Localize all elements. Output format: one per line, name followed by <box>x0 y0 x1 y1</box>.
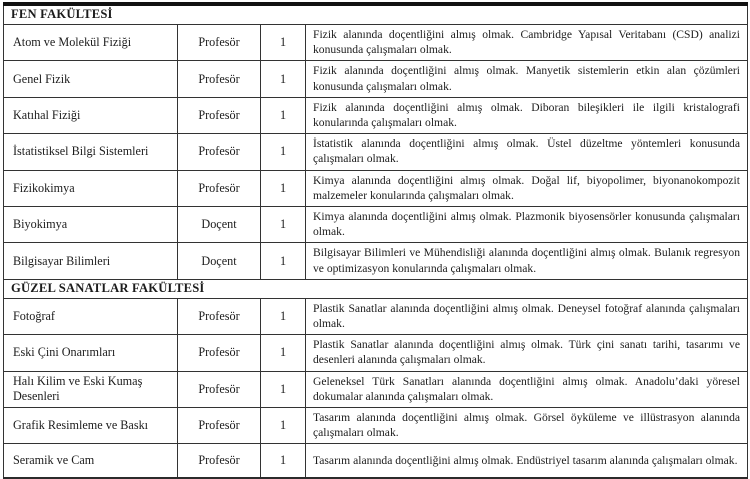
table-row <box>4 408 748 444</box>
position-requirement: Bilgisayar Bilimleri ve Mühendisliği alanında doçentliğini almış olmak. Bulanık regresyon ve optimizasyon konularında çalışmaları olmak. <box>306 243 748 279</box>
academic-title: Profesör <box>178 134 261 170</box>
position-name: Bilgisayar Bilimleri <box>4 243 178 279</box>
position-count: 1 <box>261 25 306 61</box>
academic-title: Profesör <box>178 61 261 97</box>
position-requirement: İstatistik alanında doçentliğini almış olmak. Üstel düzeltme yöntemleri konusunda çalışmaları olmak. <box>306 134 748 170</box>
position-name: Seramik ve Cam <box>4 444 178 478</box>
position-requirement: Fizik alanında doçentliğini almış olmak. Cambridge Yapısal Veritabanı (CSD) analizi konusunda çalışmaları olmak. <box>306 25 748 61</box>
position-requirement: Geleneksel Türk Sanatları alanında doçentliğini almış olmak. Anadolu’daki yöresel dokumalar alanında çalışmaları olmak. <box>306 371 748 407</box>
position-name: Grafik Resimleme ve Baskı <box>4 408 178 444</box>
table-row <box>4 134 748 170</box>
academic-title: Profesör <box>178 335 261 371</box>
position-count: 1 <box>261 335 306 371</box>
position-count: 1 <box>261 371 306 407</box>
position-name: Genel Fizik <box>4 61 178 97</box>
section-header-guzel-sanatlar: GÜZEL SANATLAR FAKÜLTESİ <box>4 279 748 298</box>
position-name: İstatistiksel Bilgi Sistemleri <box>4 134 178 170</box>
position-name: Halı Kilim ve Eski Kumaş Desenleri <box>4 371 178 407</box>
position-count: 1 <box>261 61 306 97</box>
position-requirement: Fizik alanında doçentliğini almış olmak. Manyetik sistemlerin etkin alan çözümleri konusunda çalışmaları olmak. <box>306 61 748 97</box>
table-row <box>4 61 748 97</box>
table-row <box>4 207 748 243</box>
position-count: 1 <box>261 97 306 133</box>
academic-title: Profesör <box>178 25 261 61</box>
academic-title: Profesör <box>178 170 261 206</box>
section-header-fen: FEN FAKÜLTESİ <box>4 4 748 25</box>
position-requirement: Plastik Sanatlar alanında doçentliğini almış olmak. Deneysel fotoğraf alanında çalışmaları olmak. <box>306 298 748 334</box>
table-row <box>4 371 748 407</box>
position-count: 1 <box>261 243 306 279</box>
academic-title: Profesör <box>178 97 261 133</box>
academic-title: Doçent <box>178 207 261 243</box>
position-count: 1 <box>261 170 306 206</box>
table-row <box>4 25 748 61</box>
position-name: Fizikokimya <box>4 170 178 206</box>
position-requirement: Plastik Sanatlar alanında doçentliğini almış olmak. Türk çini sanatı tarihi, tasarımı ve desenleri alanında çalışmaları olmak. <box>306 335 748 371</box>
position-count: 1 <box>261 207 306 243</box>
faculty-positions-table <box>3 2 748 479</box>
academic-title: Profesör <box>178 298 261 334</box>
position-name: Fotoğraf <box>4 298 178 334</box>
position-name: Katıhal Fiziği <box>4 97 178 133</box>
table-row <box>4 170 748 206</box>
academic-title: Profesör <box>178 444 261 478</box>
academic-title: Profesör <box>178 408 261 444</box>
position-count: 1 <box>261 408 306 444</box>
position-requirement: Kimya alanında doçentliğini almış olmak. Doğal lif, biyopolimer, biyonanokompozit malzemeler konularında çalışmaları olmak. <box>306 170 748 206</box>
table-row <box>4 298 748 334</box>
table-row <box>4 335 748 371</box>
table-row <box>4 243 748 279</box>
academic-title: Profesör <box>178 371 261 407</box>
table-row <box>4 97 748 133</box>
academic-title: Doçent <box>178 243 261 279</box>
position-count: 1 <box>261 134 306 170</box>
section-header-row <box>4 4 748 25</box>
position-name: Atom ve Molekül Fiziği <box>4 25 178 61</box>
position-count: 1 <box>261 444 306 478</box>
position-requirement: Tasarım alanında doçentliğini almış olmak. Endüstriyel tasarım alanında çalışmaları olmak. <box>306 444 748 478</box>
position-requirement: Tasarım alanında doçentliğini almış olmak. Görsel öyküleme ve illüstrasyon alanında çalışmaları olmak. <box>306 408 748 444</box>
position-name: Eski Çini Onarımları <box>4 335 178 371</box>
section-header-row <box>4 279 748 298</box>
position-requirement: Fizik alanında doçentliğini almış olmak. Diboran bileşikleri ile ilgili kristalografi konularında çalışmaları olmak. <box>306 97 748 133</box>
table-row <box>4 444 748 478</box>
position-requirement: Kimya alanında doçentliğini almış olmak. Plazmonik biyosensörler konusunda çalışmaları olmak. <box>306 207 748 243</box>
position-count: 1 <box>261 298 306 334</box>
position-name: Biyokimya <box>4 207 178 243</box>
